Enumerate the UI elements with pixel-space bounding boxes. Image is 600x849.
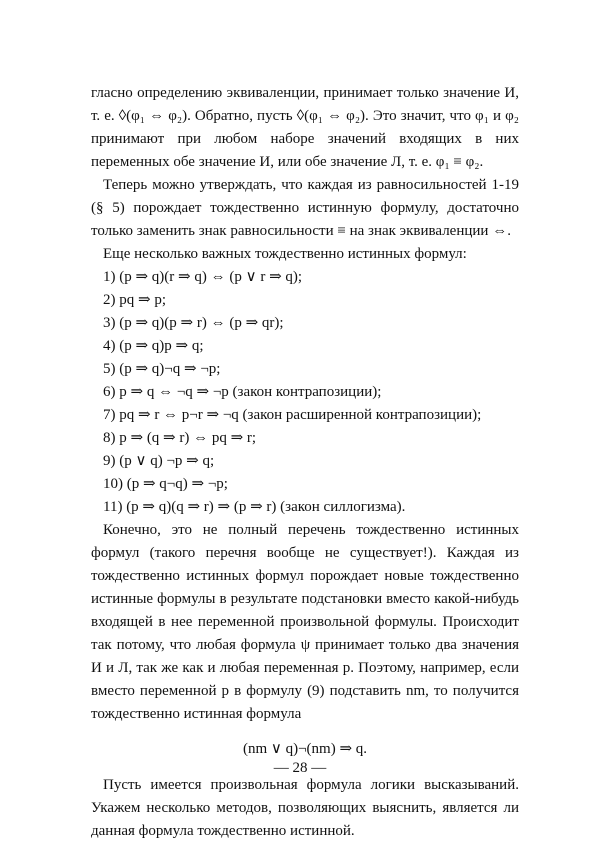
list-item: 2) pq ⇒ p;	[103, 292, 166, 308]
list-item: 9) (p ∨ q) ¬p ⇒ q;	[103, 453, 215, 469]
list-item: 3) (p ⇒ q)(p ⇒ r) ⇔ (p ⇒ qr);	[103, 315, 284, 331]
paragraph-methods: Пусть имеется произвольная формула логики высказываний. Укажем несколько методов, позволяющих выяснить, является ли данная формула тождественно истинной.	[91, 777, 519, 839]
paragraph-continuation: гласно определению эквиваленции, принимает только значение И, т. е. ◊(φ₁ ⇔ φ₂). Обратно, пусть ◊(φ₁ ⇔ φ₂). Это значит, что φ₁ и φ₂ принимают при любом наборе значений входящих в них переменных обе значение И, или обе значение Л, т. е. φ₁ ≡ φ₂.	[91, 85, 519, 170]
list-item: 8) p ⇒ (q ⇒ r) ⇔ pq ⇒ r;	[103, 430, 257, 446]
list-item: 7) pq ⇒ r ⇔ p¬r ⇒ ¬q (закон расширенной контрапозиции);	[103, 407, 482, 423]
display-formula: (nm ∨ q)¬(nm) ⇒ q.	[242, 741, 368, 757]
page-number: — 28 —	[273, 760, 327, 776]
paragraph-substitution: Конечно, это не полный перечень тождественно истинных формул (такого перечня вообще не существует!). Каждая из тождественно истинных формул порождает новые тождественно истинные формулы в результате подстановки вместо какой-нибудь входящей в нее переменной произвольной формулы. Происходит так потому, что любая формула ψ принимает только два значения И и Л, так же как и любая переменная p. Поэтому, например, если вместо переменной p в формулу (9) подставить nm, то получится тождественно истинная формула	[91, 522, 519, 722]
formula-list	[91, 266, 519, 519]
list-item: 6) p ⇒ q ⇔ ¬q ⇒ ¬p (закон контрапозиции);	[103, 384, 382, 400]
paragraph-equivalences: Теперь можно утверждать, что каждая из равносильностей 1-19 (§ 5) порождает тождественно истинную формулу, достаточно только заменить знак равносильности ≡ на знак эквиваленции ⇔.	[91, 177, 519, 239]
list-item: 10) (p ⇒ q¬q) ⇒ ¬p;	[103, 476, 228, 492]
paragraph-list-intro: Еще несколько важных тождественно истинных формул:	[103, 246, 467, 262]
list-item: 5) (p ⇒ q)¬q ⇒ ¬p;	[103, 361, 221, 377]
text-column	[91, 82, 519, 843]
list-item: 4) (p ⇒ q)p ⇒ q;	[103, 338, 204, 354]
list-item: 1) (p ⇒ q)(r ⇒ q) ⇔ (p ∨ r ⇒ q);	[103, 269, 303, 285]
list-item: 11) (p ⇒ q)(q ⇒ r) ⇒ (p ⇒ r) (закон силлогизма).	[103, 499, 406, 515]
